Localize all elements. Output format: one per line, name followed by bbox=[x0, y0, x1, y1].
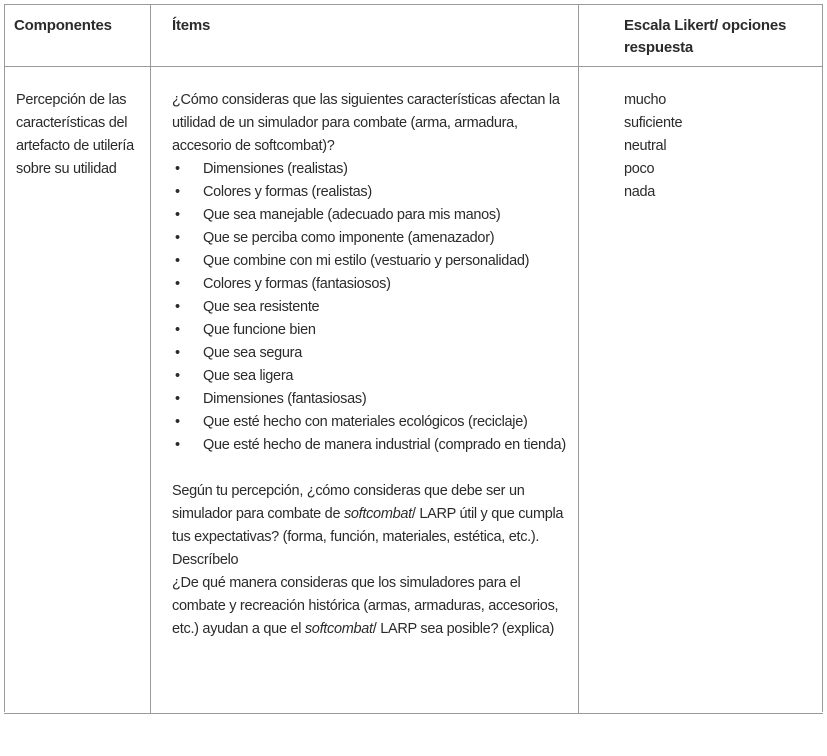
characteristic-item bbox=[172, 411, 568, 434]
characteristic-label: Que esté hecho con materiales ecológicos (reciclaje) bbox=[203, 414, 528, 430]
characteristic-label: Dimensiones (realistas) bbox=[203, 161, 348, 177]
likert-option: poco bbox=[624, 161, 655, 177]
characteristic-label: Que funcione bien bbox=[203, 322, 316, 338]
characteristics-list bbox=[172, 158, 568, 457]
characteristic-item bbox=[172, 365, 568, 388]
paragraph-gap bbox=[172, 457, 568, 480]
column-divider-2 bbox=[578, 4, 579, 714]
characteristic-label: Dimensiones (fantasiosas) bbox=[203, 391, 367, 407]
column-border-left bbox=[4, 4, 5, 712]
header-components: Componentes bbox=[14, 17, 112, 34]
bullet-icon: • bbox=[175, 322, 180, 338]
characteristic-item bbox=[172, 181, 568, 204]
question-2-text-start: Según tu percepción, ¿cómo consideras que debe ser un simulador para combate de bbox=[172, 483, 525, 522]
column-divider-1 bbox=[150, 4, 151, 714]
bullet-icon: • bbox=[175, 368, 180, 384]
header-likert-scale: Escala Likert/ opciones respuesta bbox=[624, 17, 787, 56]
bullet-icon: • bbox=[175, 345, 180, 361]
characteristic-label: Colores y formas (fantasiosos) bbox=[203, 276, 391, 292]
characteristic-item bbox=[172, 250, 568, 273]
bullet-icon: • bbox=[175, 276, 180, 292]
bullet-icon: • bbox=[175, 230, 180, 246]
characteristic-item bbox=[172, 227, 568, 250]
bullet-icon: • bbox=[175, 207, 180, 223]
likert-option: mucho bbox=[624, 92, 667, 108]
items-cell bbox=[172, 89, 568, 641]
likert-options-list bbox=[624, 89, 814, 204]
bullet-icon: • bbox=[175, 253, 180, 269]
question-3 bbox=[172, 572, 568, 641]
question-3-text-end: / LARP sea posible? (explica) bbox=[372, 621, 555, 637]
bullet-icon: • bbox=[175, 414, 180, 430]
characteristic-item bbox=[172, 273, 568, 296]
header-items: Ítems bbox=[172, 17, 211, 34]
likert-option: nada bbox=[624, 184, 656, 200]
characteristic-label: Que sea resistente bbox=[203, 299, 320, 315]
question-2 bbox=[172, 480, 568, 572]
component-cell: Percepción de las características del artefacto de utilería sobre su utilidad bbox=[16, 92, 134, 177]
characteristic-label: Colores y formas (realistas) bbox=[203, 184, 372, 200]
question-2-text-end: / LARP útil y que cumpla tus expectativas? (forma, función, materiales, estética, etc.). Descríbelo bbox=[172, 506, 564, 568]
bullet-icon: • bbox=[175, 161, 180, 177]
characteristic-item bbox=[172, 296, 568, 319]
question-3-emphasis: softcombat bbox=[304, 621, 373, 637]
characteristic-item bbox=[172, 158, 568, 181]
characteristic-label: Que sea manejable (adecuado para mis manos) bbox=[203, 207, 501, 223]
question-2-emphasis: softcombat bbox=[343, 506, 412, 522]
question-3-text-start: ¿De qué manera consideras que los simuladores para el combate y recreación histórica (armas, armaduras, accesorios, etc.) ayudan a que el bbox=[172, 575, 559, 637]
bullet-icon: • bbox=[175, 437, 180, 453]
bullet-icon: • bbox=[175, 391, 180, 407]
characteristic-item bbox=[172, 204, 568, 227]
column-border-right bbox=[822, 4, 823, 712]
characteristic-item bbox=[172, 319, 568, 342]
characteristic-item bbox=[172, 342, 568, 365]
characteristic-item bbox=[172, 388, 568, 411]
characteristic-label: Que sea ligera bbox=[203, 368, 294, 384]
characteristic-label: Que esté hecho de manera industrial (comprado en tienda) bbox=[203, 437, 566, 453]
characteristic-label: Que se perciba como imponente (amenazador) bbox=[203, 230, 495, 246]
characteristic-item bbox=[172, 434, 568, 457]
characteristic-label: Que combine con mi estilo (vestuario y personalidad) bbox=[203, 253, 530, 269]
likert-option: suficiente bbox=[624, 115, 683, 131]
bullet-icon: • bbox=[175, 184, 180, 200]
characteristic-label: Que sea segura bbox=[203, 345, 302, 361]
question-1: ¿Cómo consideras que las siguientes características afectan la utilidad de un simulador para combate (arma, armadura, accesorio de softcombat)? bbox=[172, 92, 560, 154]
header-divider bbox=[4, 66, 823, 67]
likert-option: neutral bbox=[624, 138, 667, 154]
bullet-icon: • bbox=[175, 299, 180, 315]
scale-cell bbox=[624, 89, 814, 204]
